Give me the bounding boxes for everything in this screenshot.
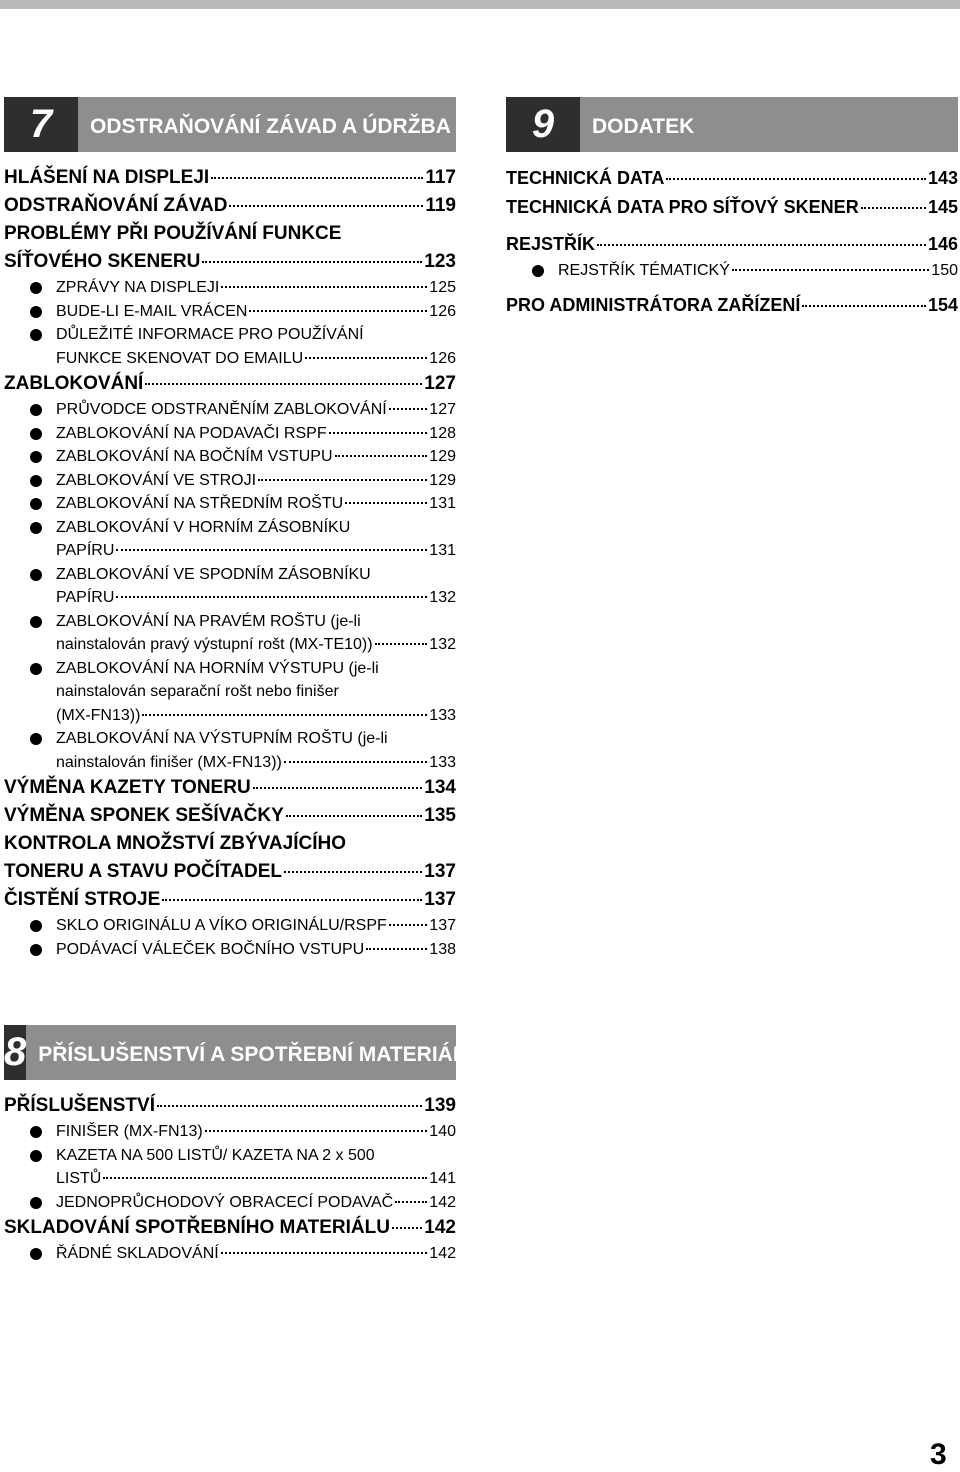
toc-subentry <box>4 1191 456 1215</box>
page-ref: 137 <box>424 889 456 910</box>
entry-line: TECHNICKÁ DATA <box>506 168 665 188</box>
entry-line: SKLO ORIGINÁLU A VÍKO ORIGINÁLU/RSPF <box>56 917 387 934</box>
chapter-number: 9 <box>506 97 580 152</box>
chapter-8-header <box>4 1025 466 1080</box>
dot-leader <box>345 502 427 504</box>
top-rule <box>0 0 960 9</box>
entry-line: ZABLOKOVÁNÍ VE SPODNÍM ZÁSOBNÍKU <box>56 565 371 583</box>
toc-subentry <box>4 492 456 516</box>
chapter-7-header <box>4 97 456 152</box>
bullet-icon <box>30 1150 42 1162</box>
entry-line: LISTŮ <box>56 1170 102 1187</box>
entry-text <box>4 192 456 220</box>
dot-leader <box>305 357 427 359</box>
dot-leader <box>253 787 423 789</box>
entry-line: ZABLOKOVÁNÍ NA PODAVAČI RSPF <box>56 424 327 442</box>
page-ref: 135 <box>424 805 456 826</box>
page-ref: 154 <box>927 294 958 315</box>
dot-leader <box>221 286 427 288</box>
entry-line: PRŮVODCE ODSTRANĚNÍM ZABLOKOVÁNÍ <box>56 401 387 418</box>
toc-subentry <box>4 300 456 324</box>
toc-subentry <box>4 1242 456 1266</box>
entry-text <box>56 914 456 938</box>
dot-leader <box>202 261 422 263</box>
entry-line: REJSTŘÍK TÉMATICKÝ <box>558 262 730 279</box>
chapter-number: 7 <box>4 97 78 152</box>
chapter-9-header <box>506 97 958 152</box>
entry-text <box>56 445 456 469</box>
entry-text <box>56 938 456 962</box>
entry-text <box>506 193 958 222</box>
entry-line: ZABLOKOVÁNÍ NA HORNÍM VÝSTUPU (je-li <box>56 659 379 677</box>
entry-text <box>56 1191 456 1215</box>
entry-line: ZABLOKOVÁNÍ NA BOČNÍM VSTUPU <box>56 448 333 465</box>
dot-leader <box>103 1177 427 1179</box>
page-ref: 143 <box>927 168 958 188</box>
toc-subentry <box>4 445 456 469</box>
toc-subentry <box>4 1120 456 1144</box>
entry-line: ZPRÁVY NA DISPLEJI <box>56 279 220 296</box>
page-ref: 139 <box>424 1095 456 1116</box>
bullet-icon <box>30 944 42 956</box>
dot-leader <box>211 177 423 179</box>
bullet-icon <box>30 1126 42 1138</box>
entry-line: PODÁVACÍ VÁLEČEK BOČNÍHO VSTUPU <box>56 940 365 958</box>
bullet-icon <box>30 329 42 341</box>
toc-list <box>506 164 958 320</box>
entry-line: BUDE-LI E-MAIL VRÁCEN <box>56 302 248 320</box>
page-ref: 145 <box>927 197 958 217</box>
toc-subentry <box>4 610 456 657</box>
bullet-icon <box>30 428 42 440</box>
entry-line: ZABLOKOVÁNÍ <box>4 373 144 394</box>
toc-entry <box>4 830 456 886</box>
toc-entry <box>4 370 456 398</box>
toc-entry <box>506 193 958 222</box>
entry-text <box>4 802 456 830</box>
entry-line: nainstalován separační rošt nebo finišer <box>56 683 339 700</box>
toc-entry <box>4 192 456 220</box>
chapter-8 <box>4 1025 466 1266</box>
page-ref: 141 <box>429 1170 456 1187</box>
dot-leader <box>395 1201 427 1203</box>
bullet-icon <box>30 498 42 510</box>
entry-line: PŘÍSLUŠENSTVÍ <box>4 1095 155 1116</box>
bullet-icon <box>30 663 42 675</box>
entry-line: TONERU A STAVU POČÍTADEL <box>4 861 282 882</box>
page-ref: 146 <box>927 234 958 254</box>
entry-line: VÝMĚNA SPONEK SEŠÍVAČKY <box>4 805 284 826</box>
bullet-icon <box>30 282 42 294</box>
page-ref: 125 <box>429 279 456 296</box>
dot-leader <box>145 383 422 385</box>
entry-text <box>56 300 456 324</box>
page-ref: 127 <box>429 401 456 418</box>
toc-entry <box>506 291 958 320</box>
page-ref: 127 <box>424 373 456 394</box>
toc-subentry <box>4 727 456 774</box>
toc-subentry <box>4 1144 456 1191</box>
entry-line: ZABLOKOVÁNÍ V HORNÍM ZÁSOBNÍKU <box>56 518 351 536</box>
dot-leader <box>366 948 427 950</box>
page-ref: 131 <box>429 542 456 559</box>
entry-text <box>4 1214 456 1242</box>
page-ref: 132 <box>429 636 456 653</box>
dot-leader <box>861 207 926 209</box>
toc-subentry <box>4 469 456 493</box>
toc-entry <box>4 1092 456 1120</box>
entry-line: nainstalován finišer (MX-FN13)) <box>56 753 282 771</box>
toc-entry <box>4 802 456 830</box>
entry-text <box>56 276 456 300</box>
toc-subentry <box>4 276 456 300</box>
toc-entry <box>4 1214 456 1242</box>
page-ref: 133 <box>429 753 456 771</box>
page-ref: 129 <box>429 448 456 465</box>
dot-leader <box>335 455 428 457</box>
toc-subentry <box>4 398 456 422</box>
bullet-icon <box>30 522 42 534</box>
entry-text <box>56 516 456 563</box>
page-ref: 129 <box>429 471 456 489</box>
bullet-icon <box>30 404 42 416</box>
entry-text <box>4 164 456 192</box>
entry-text <box>4 830 456 886</box>
page-ref: 142 <box>424 1217 456 1238</box>
dot-leader <box>286 815 423 817</box>
bullet-icon <box>30 1197 42 1209</box>
entry-text <box>56 323 456 370</box>
entry-text <box>506 291 958 320</box>
entry-text <box>4 370 456 398</box>
entry-text <box>56 1120 456 1144</box>
entry-text <box>56 492 456 516</box>
entry-line: TECHNICKÁ DATA PRO SÍŤOVÝ SKENER <box>506 197 859 217</box>
dot-leader <box>597 244 926 246</box>
dot-leader <box>116 549 427 551</box>
dot-leader <box>392 1227 422 1229</box>
entry-text <box>56 563 456 610</box>
entry-line: ŘÁDNÉ SKLADOVÁNÍ <box>56 1245 219 1262</box>
dot-leader <box>249 310 427 312</box>
page-ref: 142 <box>429 1245 456 1262</box>
entry-text <box>4 1092 456 1120</box>
bullet-icon <box>30 920 42 932</box>
entry-text <box>56 469 456 493</box>
page-ref: 137 <box>429 917 456 934</box>
page-ref: 132 <box>429 589 456 606</box>
dot-leader <box>732 269 929 271</box>
chapter-9 <box>506 97 958 320</box>
bullet-icon <box>30 733 42 745</box>
page-ref: 150 <box>931 262 958 279</box>
entry-line: HLÁŠENÍ NA DISPLEJI <box>4 167 210 188</box>
dot-leader <box>666 178 926 180</box>
entry-line: PAPÍRU <box>56 542 115 559</box>
chapter-title: DODATEK <box>592 114 695 138</box>
bullet-icon <box>30 306 42 318</box>
entry-text <box>558 259 958 283</box>
page-ref: 117 <box>425 167 456 188</box>
bullet-icon <box>532 265 544 277</box>
entry-line: KAZETA NA 500 LISTŮ/ KAZETA NA 2 x 500 <box>56 1146 375 1164</box>
entry-text <box>4 220 456 276</box>
entry-line: ČISTĚNÍ STROJE <box>4 889 161 910</box>
dot-leader <box>284 871 422 873</box>
dot-leader <box>389 408 428 410</box>
page-ref: 128 <box>429 424 456 442</box>
toc-subentry <box>4 657 456 728</box>
entry-text <box>4 886 456 914</box>
entry-text <box>56 1242 456 1266</box>
entry-line: REJSTŘÍK <box>506 234 596 254</box>
dot-leader <box>116 596 427 598</box>
entry-text <box>506 164 958 193</box>
entry-line: PROBLÉMY PŘI POUŽÍVÁNÍ FUNKCE <box>4 223 342 244</box>
chapter-7 <box>4 97 456 961</box>
entry-line: ZABLOKOVÁNÍ NA PRAVÉM ROŠTU (je-li <box>56 612 361 630</box>
dot-leader <box>802 305 926 307</box>
entry-line: VÝMĚNA KAZETY TONERU <box>4 777 251 798</box>
chapter-title: ODSTRAŇOVÁNÍ ZÁVAD A ÚDRŽBA <box>90 114 451 138</box>
page-ref: 119 <box>425 195 456 216</box>
page-ref: 137 <box>424 861 456 882</box>
entry-line: SKLADOVÁNÍ SPOTŘEBNÍHO MATERIÁLU <box>4 1217 390 1238</box>
entry-line: (MX-FN13)) <box>56 706 141 724</box>
page-ref: 138 <box>429 940 456 958</box>
entry-text <box>56 398 456 422</box>
chapter-number: 8 <box>4 1025 26 1080</box>
entry-line: ZABLOKOVÁNÍ VE STROJI <box>56 471 257 489</box>
entry-text <box>506 230 958 259</box>
entry-line: KONTROLA MNOŽSTVÍ ZBÝVAJÍCÍHO <box>4 833 346 854</box>
entry-line: PRO ADMINISTRÁTORA ZAŘÍZENÍ <box>506 294 801 315</box>
dot-leader <box>142 714 427 716</box>
toc-subentry <box>4 516 456 563</box>
dot-leader <box>375 643 428 645</box>
entry-line: JEDNOPRŮCHODOVÝ OBRACECÍ PODAVAČ <box>56 1193 394 1211</box>
bullet-icon <box>30 569 42 581</box>
page-ref: 131 <box>429 495 456 512</box>
page-ref: 133 <box>429 706 456 724</box>
entry-line: DŮLEŽITÉ INFORMACE PRO POUŽÍVÁNÍ <box>56 326 364 343</box>
entry-text <box>56 422 456 446</box>
bullet-icon <box>30 475 42 487</box>
dot-leader <box>329 432 428 434</box>
dot-leader <box>389 924 428 926</box>
toc-subentry <box>4 422 456 446</box>
chapter-title: PŘÍSLUŠENSTVÍ A SPOTŘEBNÍ MATERIÁL <box>38 1042 466 1066</box>
toc-entry <box>4 886 456 914</box>
entry-line: nainstalován pravý výstupní rošt (MX-TE10)) <box>56 636 373 653</box>
page-ref: 142 <box>429 1193 456 1211</box>
page-ref: 140 <box>429 1123 456 1140</box>
entry-line: FINIŠER (MX-FN13) <box>56 1123 203 1140</box>
entry-text <box>56 610 456 657</box>
entry-line: ZABLOKOVÁNÍ NA VÝSTUPNÍM ROŠTU (je-li <box>56 730 388 747</box>
dot-leader <box>258 479 427 481</box>
dot-leader <box>205 1130 428 1132</box>
dot-leader <box>221 1252 428 1254</box>
toc-subentry <box>506 259 958 283</box>
toc-entry <box>506 230 958 259</box>
entry-line: ZABLOKOVÁNÍ NA STŘEDNÍM ROŠTU <box>56 495 344 512</box>
dot-leader <box>157 1105 422 1107</box>
entry-line: PAPÍRU <box>56 589 115 606</box>
page-number: 3 <box>930 1438 947 1471</box>
toc-subentry <box>4 914 456 938</box>
dot-leader <box>284 761 427 763</box>
page-ref: 126 <box>429 349 456 367</box>
entry-text <box>4 774 456 802</box>
toc-subentry <box>4 323 456 370</box>
bullet-icon <box>30 616 42 628</box>
toc-entry <box>4 774 456 802</box>
entry-line: ODSTRAŇOVÁNÍ ZÁVAD <box>4 195 228 216</box>
entry-text <box>56 1144 456 1191</box>
bullet-icon <box>30 1248 42 1260</box>
toc-subentry <box>4 563 456 610</box>
toc-entry <box>4 220 456 276</box>
toc-list <box>4 164 456 961</box>
dot-leader <box>162 899 422 901</box>
toc-list <box>4 1092 456 1266</box>
toc-entry <box>4 164 456 192</box>
page-ref: 126 <box>429 302 456 320</box>
page-ref: 134 <box>424 777 456 798</box>
toc-entry <box>506 164 958 193</box>
bullet-icon <box>30 451 42 463</box>
page-ref: 123 <box>424 251 456 272</box>
dot-leader <box>229 205 423 207</box>
entry-text <box>56 727 456 774</box>
entry-text <box>56 657 456 728</box>
toc-subentry <box>4 938 456 962</box>
entry-line: FUNKCE SKENOVAT DO EMAILU <box>56 349 304 367</box>
entry-line: SÍŤOVÉHO SKENERU <box>4 251 201 272</box>
